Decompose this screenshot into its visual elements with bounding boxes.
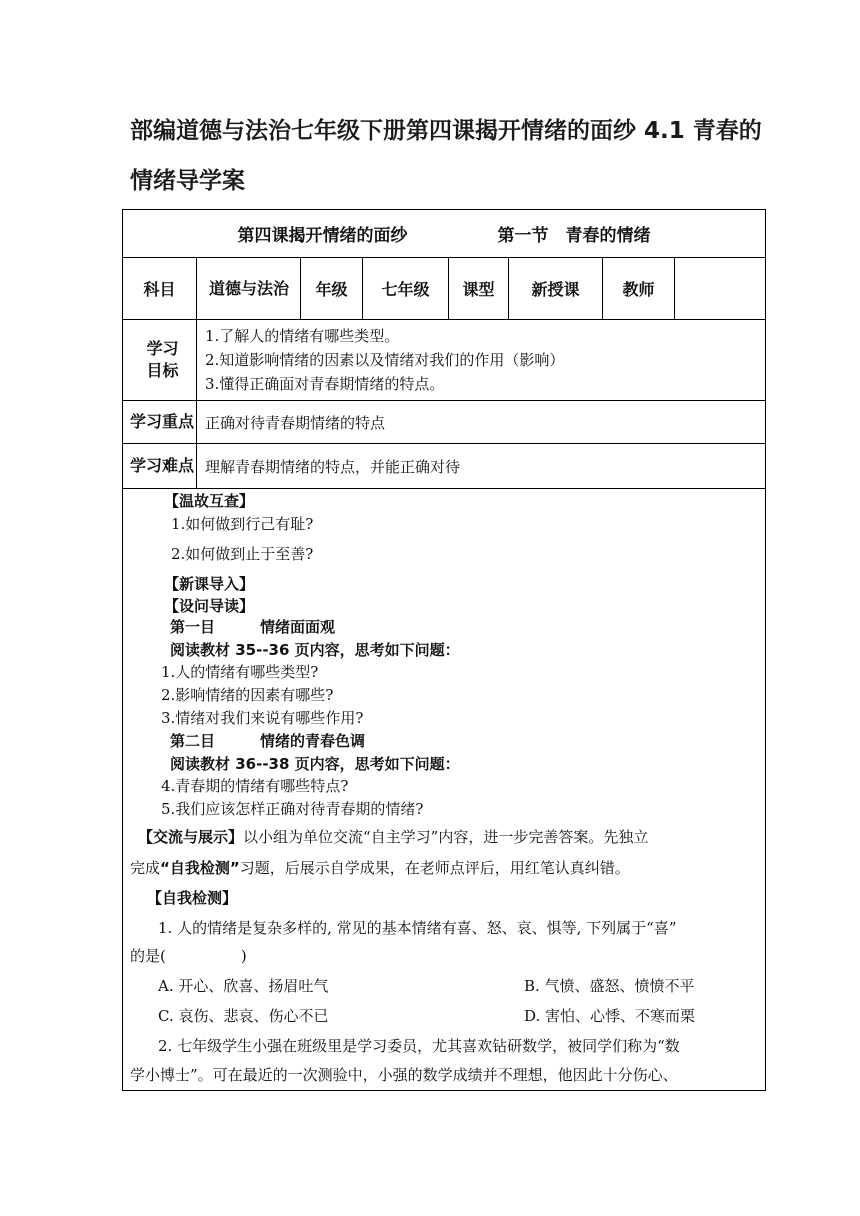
type-value: 新授课 [509,258,603,320]
test1-option-b: B. 气愤、盛怒、愤愤不平 [524,977,695,995]
part1-title: 第一目 情绪面面观 [170,618,336,636]
difficulty-text: 理解青春期情绪的特点，并能正确对待 [197,444,766,489]
review-question-2: 2.如何做到止于至善? [171,545,314,563]
lesson-header [123,210,766,258]
exchange-heading: 【交流与展示】 [138,828,244,846]
review-question-1: 1.如何做到行己有耻? [171,515,314,533]
lesson-content [123,489,766,1091]
info-row [123,258,766,320]
teacher-label: 教师 [603,258,675,320]
part2-title: 第二目 情绪的青春色调 [170,732,366,750]
question-4: 4.青春期的情绪有哪些特点? [161,777,349,795]
header-row [123,210,766,258]
question-3: 3.情绪对我们来说有哪些作用? [161,709,364,727]
test1-stem-line-2: 的是( ) [130,947,247,965]
goal-item: 1.了解人的情绪有哪些类型。 [205,327,400,345]
goals-row [123,320,766,401]
goals-list [197,320,766,401]
goal-item: 2.知道影响情绪的因素以及情绪对我们的作用（影响） [205,351,565,369]
teacher-value[interactable] [675,258,766,320]
test1-stem-line-1: 1. 人的情绪是复杂多样的, 常见的基本情绪有喜、怒、哀、惧等, 下列属于“喜” [158,919,677,937]
type-label: 课型 [449,258,509,320]
exchange-text-2c: 习题，后展示自学成果，在老师点评后，用红笔认真纠错。 [239,859,630,877]
test2-stem-line-2: 学小博士”。可在最近的一次测验中，小强的数学成绩并不理想，他因此十分伤心、 [130,1066,678,1084]
lesson-title: 第四课揭开情绪的面纱 [237,226,408,246]
subject-value: 道德与法治 [197,258,301,320]
key-point-label: 学习重点 [123,401,197,444]
intro-heading: 【新课导入】 [164,575,255,593]
test1-option-d: D. 害怕、心悸、不寒而栗 [524,1007,696,1025]
difficulty-row [123,444,766,489]
content-row [123,489,766,1091]
test1-option-a: A. 开心、欣喜、扬眉吐气 [158,977,329,995]
review-heading: 【温故互查】 [164,492,255,510]
section-title: 第一节 青春的情绪 [497,226,651,246]
question-1: 1.人的情绪有哪些类型? [161,663,319,681]
test2-stem-line-1: 2. 七年级学生小强在班级里是学习委员，尤其喜欢钻研数学，被同学们称为“数 [158,1037,680,1055]
selftest-heading: 【自我检测】 [147,889,238,907]
exchange-text-2b: “自我检测” [160,859,240,877]
question-2: 2.影响情绪的因素有哪些? [161,686,334,704]
goals-label: 学习目标 [123,320,197,401]
exchange-line-2 [130,857,630,878]
grade-label: 年级 [301,258,363,320]
document-title: 部编道德与法治七年级下册第四课揭开情绪的面纱 4.1 青春的情绪导学案 [130,118,762,194]
key-point-text: 正确对待青春期情绪的特点 [197,401,766,444]
exchange-text-1: 以小组为单位交流“自主学习”内容，进一步完善答案。先独立 [243,828,649,846]
subject-label: 科目 [123,258,197,320]
guide-heading: 【设问导读】 [164,597,255,615]
part2-reading: 阅读教材 36--38 页内容，思考如下问题： [170,755,460,773]
goal-item: 3.懂得正确面对青春期情绪的特点。 [205,375,445,393]
difficulty-label: 学习难点 [123,444,197,489]
part1-reading: 阅读教材 35--36 页内容，思考如下问题： [170,641,460,659]
lesson-plan-table [122,209,766,1091]
exchange-text-2a: 完成 [130,859,161,877]
question-5: 5.我们应该怎样正确对待青春期的情绪? [161,800,424,818]
test1-option-c: C. 哀伤、悲哀、伤心不已 [158,1007,329,1025]
key-point-row [123,401,766,444]
grade-value: 七年级 [363,258,449,320]
exchange-line-1 [138,826,648,847]
